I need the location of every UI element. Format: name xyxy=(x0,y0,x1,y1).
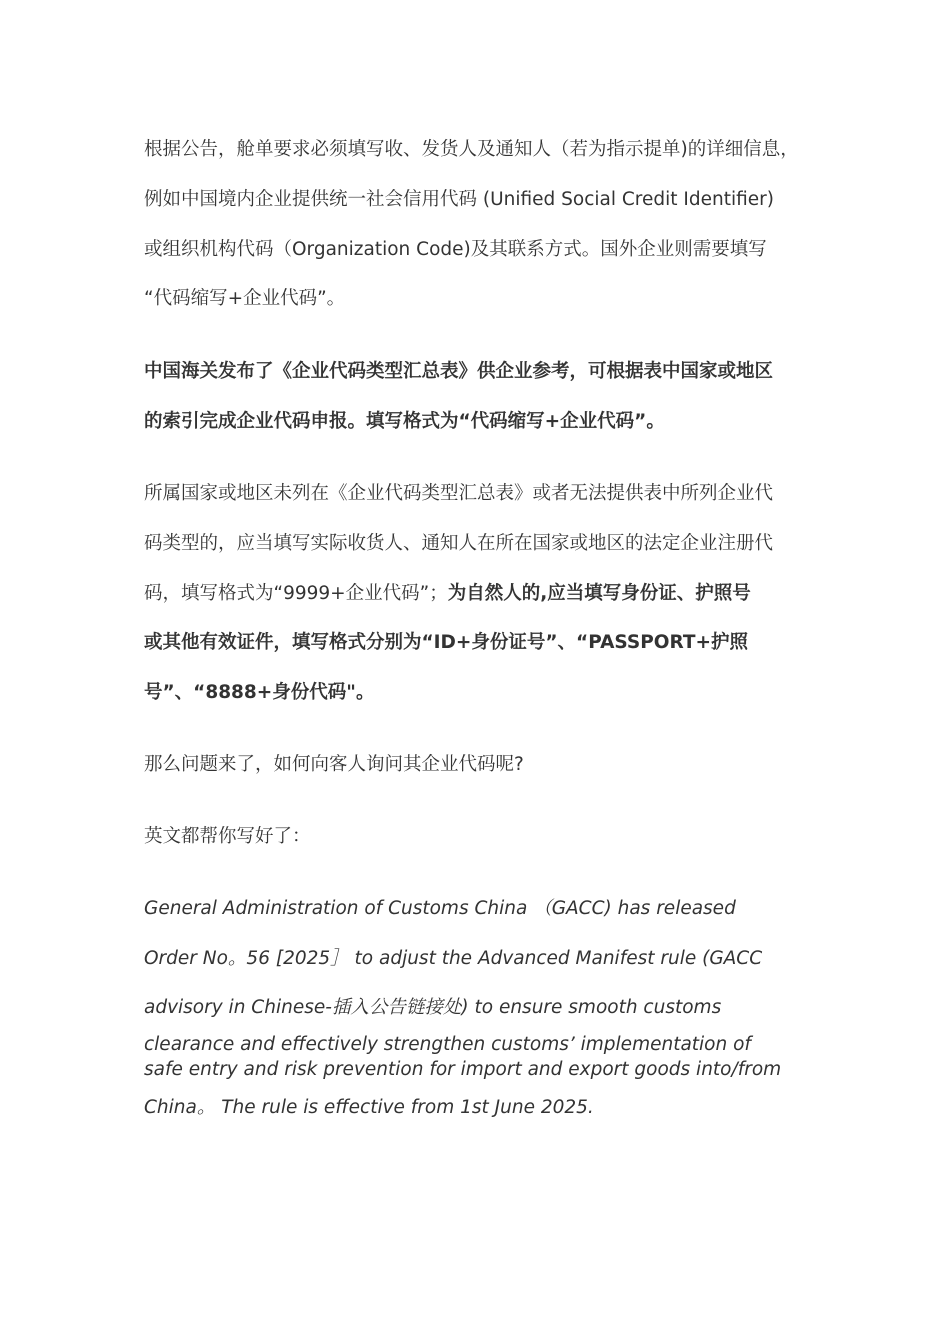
paragraph-line: 号”、“8888+身份代码"。 xyxy=(144,682,375,703)
paragraph-line: General Administration of Customs China （GACC) has released xyxy=(144,898,736,919)
paragraph-line: 或组织机构代码（Organization Code)及其联系方式。国外企业则需要填写 xyxy=(144,239,767,260)
normal-text: 码，填写格式为“9999+企业代码”； xyxy=(144,583,448,604)
bold-text: 为自然人的,应当填写身份证、护照号 xyxy=(447,583,751,604)
paragraph-line: 例如中国境内企业提供统一社会信用代码 (Unified Social Credit Identifier) xyxy=(144,189,774,210)
paragraph-line: 的索引完成企业代码申报。填写格式为“代码缩写+企业代码”。 xyxy=(144,411,665,432)
paragraph-line: safe entry and risk prevention for import and export goods into/from xyxy=(144,1059,782,1080)
paragraph-line: “代码缩写+企业代码”。 xyxy=(144,288,346,309)
paragraph-line: 中国海关发布了《企业代码类型汇总表》供企业参考，可根据表中国家或地区 xyxy=(144,361,774,382)
paragraph-line: clearance and effectively strengthen customs’ implementation of xyxy=(144,1034,751,1055)
paragraph-line: 或其他有效证件，填写格式分别为“ID+身份证号”、“PASSPORT+护照 xyxy=(144,632,749,653)
paragraph-line: Order No。56 [2025］ to adjust the Advanced Manifest rule (GACC xyxy=(144,948,763,969)
paragraph-line: 根据公告，舱单要求必须填写收、发货人及通知人（若为指示提单)的详细信息， xyxy=(144,139,799,160)
paragraph-line: 码类型的，应当填写实际收货人、通知人在所在国家或地区的法定企业注册代 xyxy=(144,533,774,554)
paragraph-4: 那么问题来了，如何向客人询问其企业代码呢? xyxy=(144,754,524,775)
paragraph-line: advisory in Chinese-插入公告链接处) to ensure smooth customs xyxy=(144,997,722,1018)
paragraph-5: 英文都帮你写好了： xyxy=(144,826,311,847)
paragraph-line: 所属国家或地区未列在《企业代码类型汇总表》或者无法提供表中所列企业代 xyxy=(144,483,774,504)
paragraph-line: China。 The rule is effective from 1st June 2025. xyxy=(144,1097,594,1118)
paragraph-line-mixed xyxy=(144,582,751,606)
